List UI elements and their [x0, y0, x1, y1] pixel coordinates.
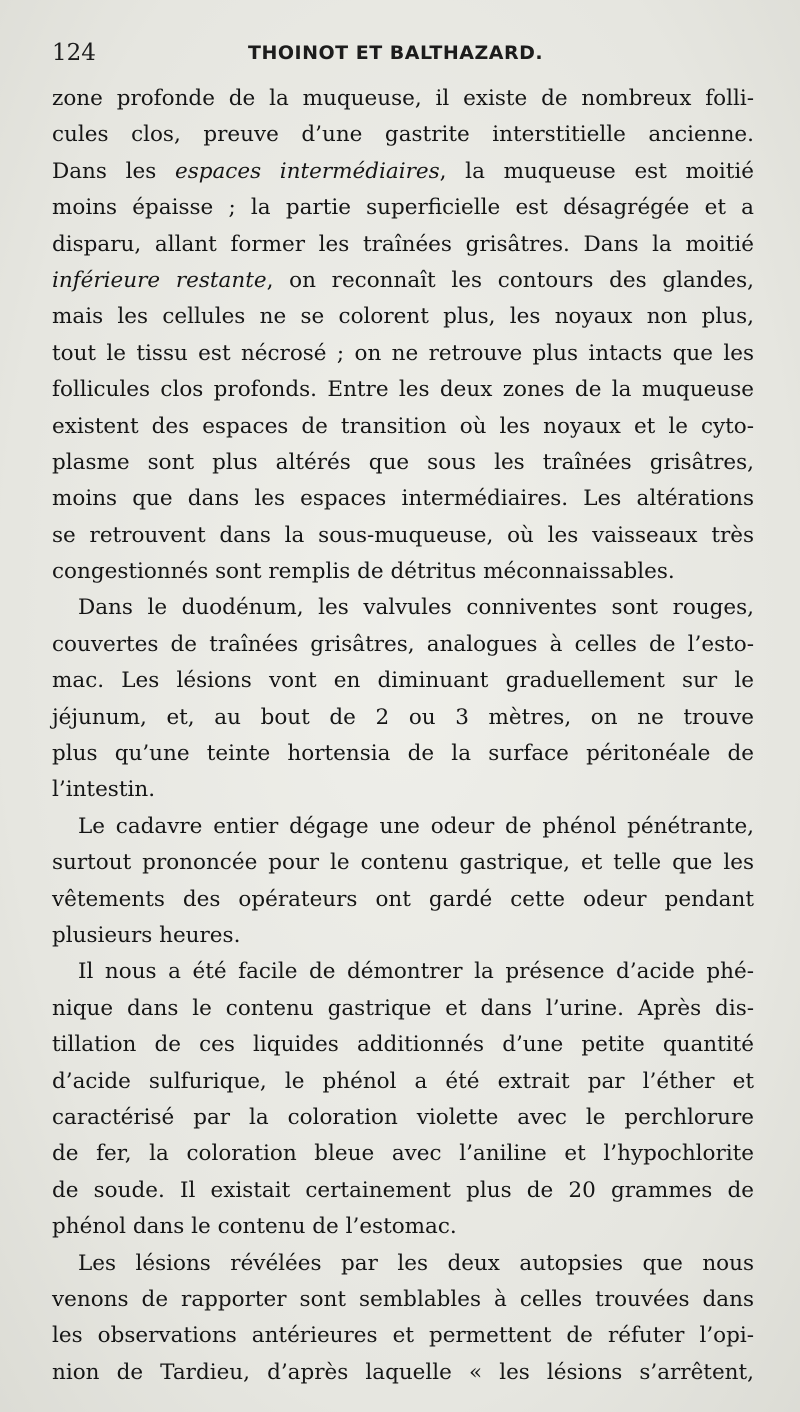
text-line: disparu, allant former les traînées grisâtres. Dans la moitié	[52, 231, 754, 257]
text-line	[52, 263, 754, 299]
text-line: tillation de ces liquides additionnés d’une petite quantité	[52, 1032, 754, 1058]
text-line: de soude. Il existait certainement plus de 20 grammes de	[52, 1177, 754, 1203]
italic-term: inférieure restante	[52, 267, 267, 293]
text-line: plasme sont plus altérés que sous les traînées grisâtres,	[52, 449, 754, 475]
text-line: nique dans le contenu gastrique et dans l’urine. Après dis-	[52, 995, 754, 1021]
text-line: mais les cellules ne se colorent plus, les noyaux non plus,	[52, 304, 754, 330]
text-line: caractérisé par la coloration violette avec le perchlorure	[52, 1104, 754, 1130]
body-text	[52, 81, 754, 1391]
text-line: follicules clos profonds. Entre les deux zones de la muqueuse	[52, 377, 754, 403]
text-line: l’intestin.	[52, 777, 156, 803]
text-line: moins que dans les espaces intermédiaires. Les altérations	[52, 486, 754, 512]
text-segment: Dans les	[52, 158, 175, 184]
text-segment: , on reconnaît les contours des glandes,	[266, 267, 755, 293]
text-line: venons de rapporter sont semblables à celles trouvées dans	[52, 1286, 754, 1312]
text-line: zone profonde de la muqueuse, il existe de nombreux folli-	[52, 86, 754, 111]
text-line: Le cadavre entier dégage une odeur de phénol pénétrante,	[78, 813, 754, 839]
text-line: moins épaisse ; la partie superficielle est désagrégée et a	[52, 195, 754, 221]
text-line: plusieurs heures.	[52, 922, 241, 948]
running-head: THOINOT ET BALTHAZARD.	[248, 42, 544, 64]
text-line: Dans le duodénum, les valvules conniventes sont rouges,	[78, 595, 754, 621]
text-line: surtout prononcée pour le contenu gastrique, et telle que les	[52, 850, 754, 876]
text-line: cules clos, preuve d’une gastrite interstitielle ancienne.	[52, 122, 754, 148]
page-number: 124	[52, 40, 96, 66]
text-line: Les lésions révélées par les deux autopsies que nous	[78, 1250, 754, 1276]
text-line: tout le tissu est nécrosé ; on ne retrouve plus intacts que les	[52, 340, 754, 366]
text-line: congestionnés sont remplis de détritus méconnaissables.	[52, 559, 675, 585]
text-line: de fer, la coloration bleue avec l’aniline et l’hypochlorite	[52, 1141, 754, 1167]
text-line: plus qu’une teinte hortensia de la surface péritonéale de	[52, 741, 754, 767]
text-line: d’acide sulfurique, le phénol a été extrait par l’éther et	[52, 1068, 754, 1094]
text-line: les observations antérieures et permettent de réfuter l’opi-	[52, 1323, 754, 1349]
text-line: jéjunum, et, au bout de 2 ou 3 mètres, on ne trouve	[52, 704, 754, 730]
text-line: phénol dans le contenu de l’estomac.	[52, 1214, 457, 1240]
italic-term: espaces intermédiaires	[174, 158, 440, 184]
text-line: vêtements des opérateurs ont gardé cette odeur pendant	[52, 886, 754, 912]
text-line: mac. Les lésions vont en diminuant graduellement sur le	[52, 668, 754, 694]
text-segment: , la muqueuse est moitié	[439, 158, 754, 184]
text-line: Il nous a été facile de démontrer la présence d’acide phé-	[78, 959, 754, 985]
text-line: existent des espaces de transition où les noyaux et le cyto-	[52, 413, 754, 439]
text-line	[52, 154, 754, 190]
text-line: se retrouvent dans la sous-muqueuse, où les vaisseaux très	[52, 522, 754, 548]
page-header	[52, 40, 752, 70]
text-line: couvertes de traînées grisâtres, analogues à celles de l’esto-	[52, 631, 754, 657]
text-line: nion de Tardieu, d’après laquelle « les lésions s’arrêtent,	[52, 1359, 754, 1385]
